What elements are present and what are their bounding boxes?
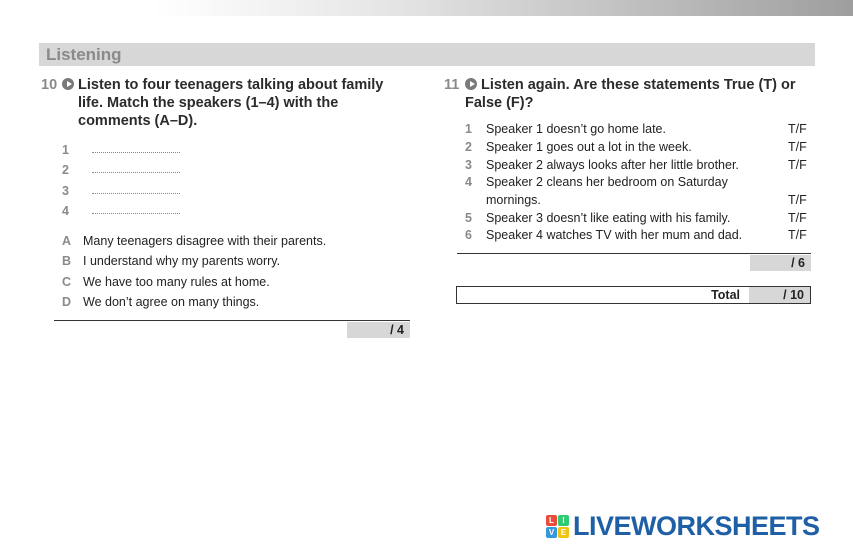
statement-text: Speaker 2 cleans her bedroom on Saturday: [486, 175, 728, 189]
divider: [457, 253, 811, 254]
statement-number: 6: [465, 228, 472, 242]
answer-number: 3: [62, 184, 69, 198]
logo-letter: L: [546, 515, 557, 526]
exercise-10-score: [347, 322, 410, 338]
section-title: Listening: [46, 45, 122, 64]
logo-letter: E: [558, 527, 569, 538]
answer-number: 2: [62, 163, 69, 177]
total-label: Total: [711, 288, 740, 302]
true-false-choice[interactable]: T/F: [788, 122, 807, 136]
comment-text: I understand why my parents worry.: [83, 254, 281, 268]
true-false-choice[interactable]: T/F: [788, 228, 807, 242]
statement-2: [465, 138, 811, 156]
true-false-choice[interactable]: T/F: [788, 158, 807, 172]
statement-text: Speaker 1 goes out a lot in the week.: [486, 140, 692, 154]
statement-6: [465, 226, 811, 244]
answer-blank[interactable]: [92, 193, 180, 194]
statement-text: Speaker 1 doesn’t go home late.: [486, 122, 666, 136]
comment-text: Many teenagers disagree with their parents.: [83, 234, 327, 248]
comment-text: We have too many rules at home.: [83, 275, 270, 289]
comment-letter: A: [62, 234, 72, 248]
instruction-text: Listen to four teenagers talking about family life. Match the speakers (1–4) with the comments (A–D).: [78, 77, 384, 129]
exercise-10-instruction: [41, 76, 411, 130]
exercise-number: 10: [41, 77, 58, 93]
statement-number: 4: [465, 175, 472, 189]
exercise-number: 11: [444, 77, 460, 93]
play-audio-icon[interactable]: [62, 78, 74, 90]
statement-1: [465, 120, 811, 138]
answer-blank[interactable]: [92, 213, 180, 214]
true-false-choice[interactable]: T/F: [788, 193, 807, 207]
statement-5: [465, 209, 811, 227]
logo-letter: V: [546, 527, 557, 538]
section-header: [39, 43, 815, 66]
exercise-10: [41, 76, 411, 130]
logo-icon: [546, 515, 570, 539]
score-text: / 4: [390, 323, 404, 337]
comment-letter: D: [62, 295, 72, 309]
total-score: [749, 287, 810, 303]
true-false-choice[interactable]: T/F: [788, 211, 807, 225]
statement-text: Speaker 2 always looks after her little brother.: [486, 158, 739, 172]
score-text: / 6: [791, 256, 805, 270]
comment-text: We don’t agree on many things.: [83, 295, 260, 309]
answer-blank[interactable]: [92, 172, 180, 173]
statement-number: 1: [465, 122, 472, 136]
exercise-11-instruction: [444, 76, 814, 112]
statement-4: [465, 173, 811, 209]
answer-blank[interactable]: [92, 152, 180, 153]
exercise-11-score: [750, 255, 811, 271]
comment-letter: C: [62, 275, 72, 289]
brand-name: LIVEWORKSHEETS: [573, 511, 820, 541]
answer-number: 1: [62, 143, 69, 157]
logo-letter: I: [558, 515, 569, 526]
instruction-text: Listen again. Are these statements True (T) or False (F)?: [465, 77, 796, 111]
statement-text: Speaker 4 watches TV with her mum and dad.: [486, 228, 743, 242]
statement-number: 5: [465, 211, 472, 225]
statement-3: [465, 156, 811, 174]
answer-number: 4: [62, 204, 69, 218]
statement-number: 2: [465, 140, 472, 154]
true-false-choice[interactable]: T/F: [788, 140, 807, 154]
divider: [54, 320, 410, 321]
comment-letter: B: [62, 254, 72, 268]
statement-text: Speaker 3 doesn’t like eating with his family.: [486, 211, 731, 225]
play-audio-icon[interactable]: [465, 78, 477, 90]
total-score-text: / 10: [783, 288, 804, 302]
statement-number: 3: [465, 158, 472, 172]
header-gradient-strip: [0, 0, 853, 16]
exercise-11: [444, 76, 814, 112]
statement-text-continued: mornings.: [486, 193, 541, 207]
total-box: [456, 286, 811, 304]
